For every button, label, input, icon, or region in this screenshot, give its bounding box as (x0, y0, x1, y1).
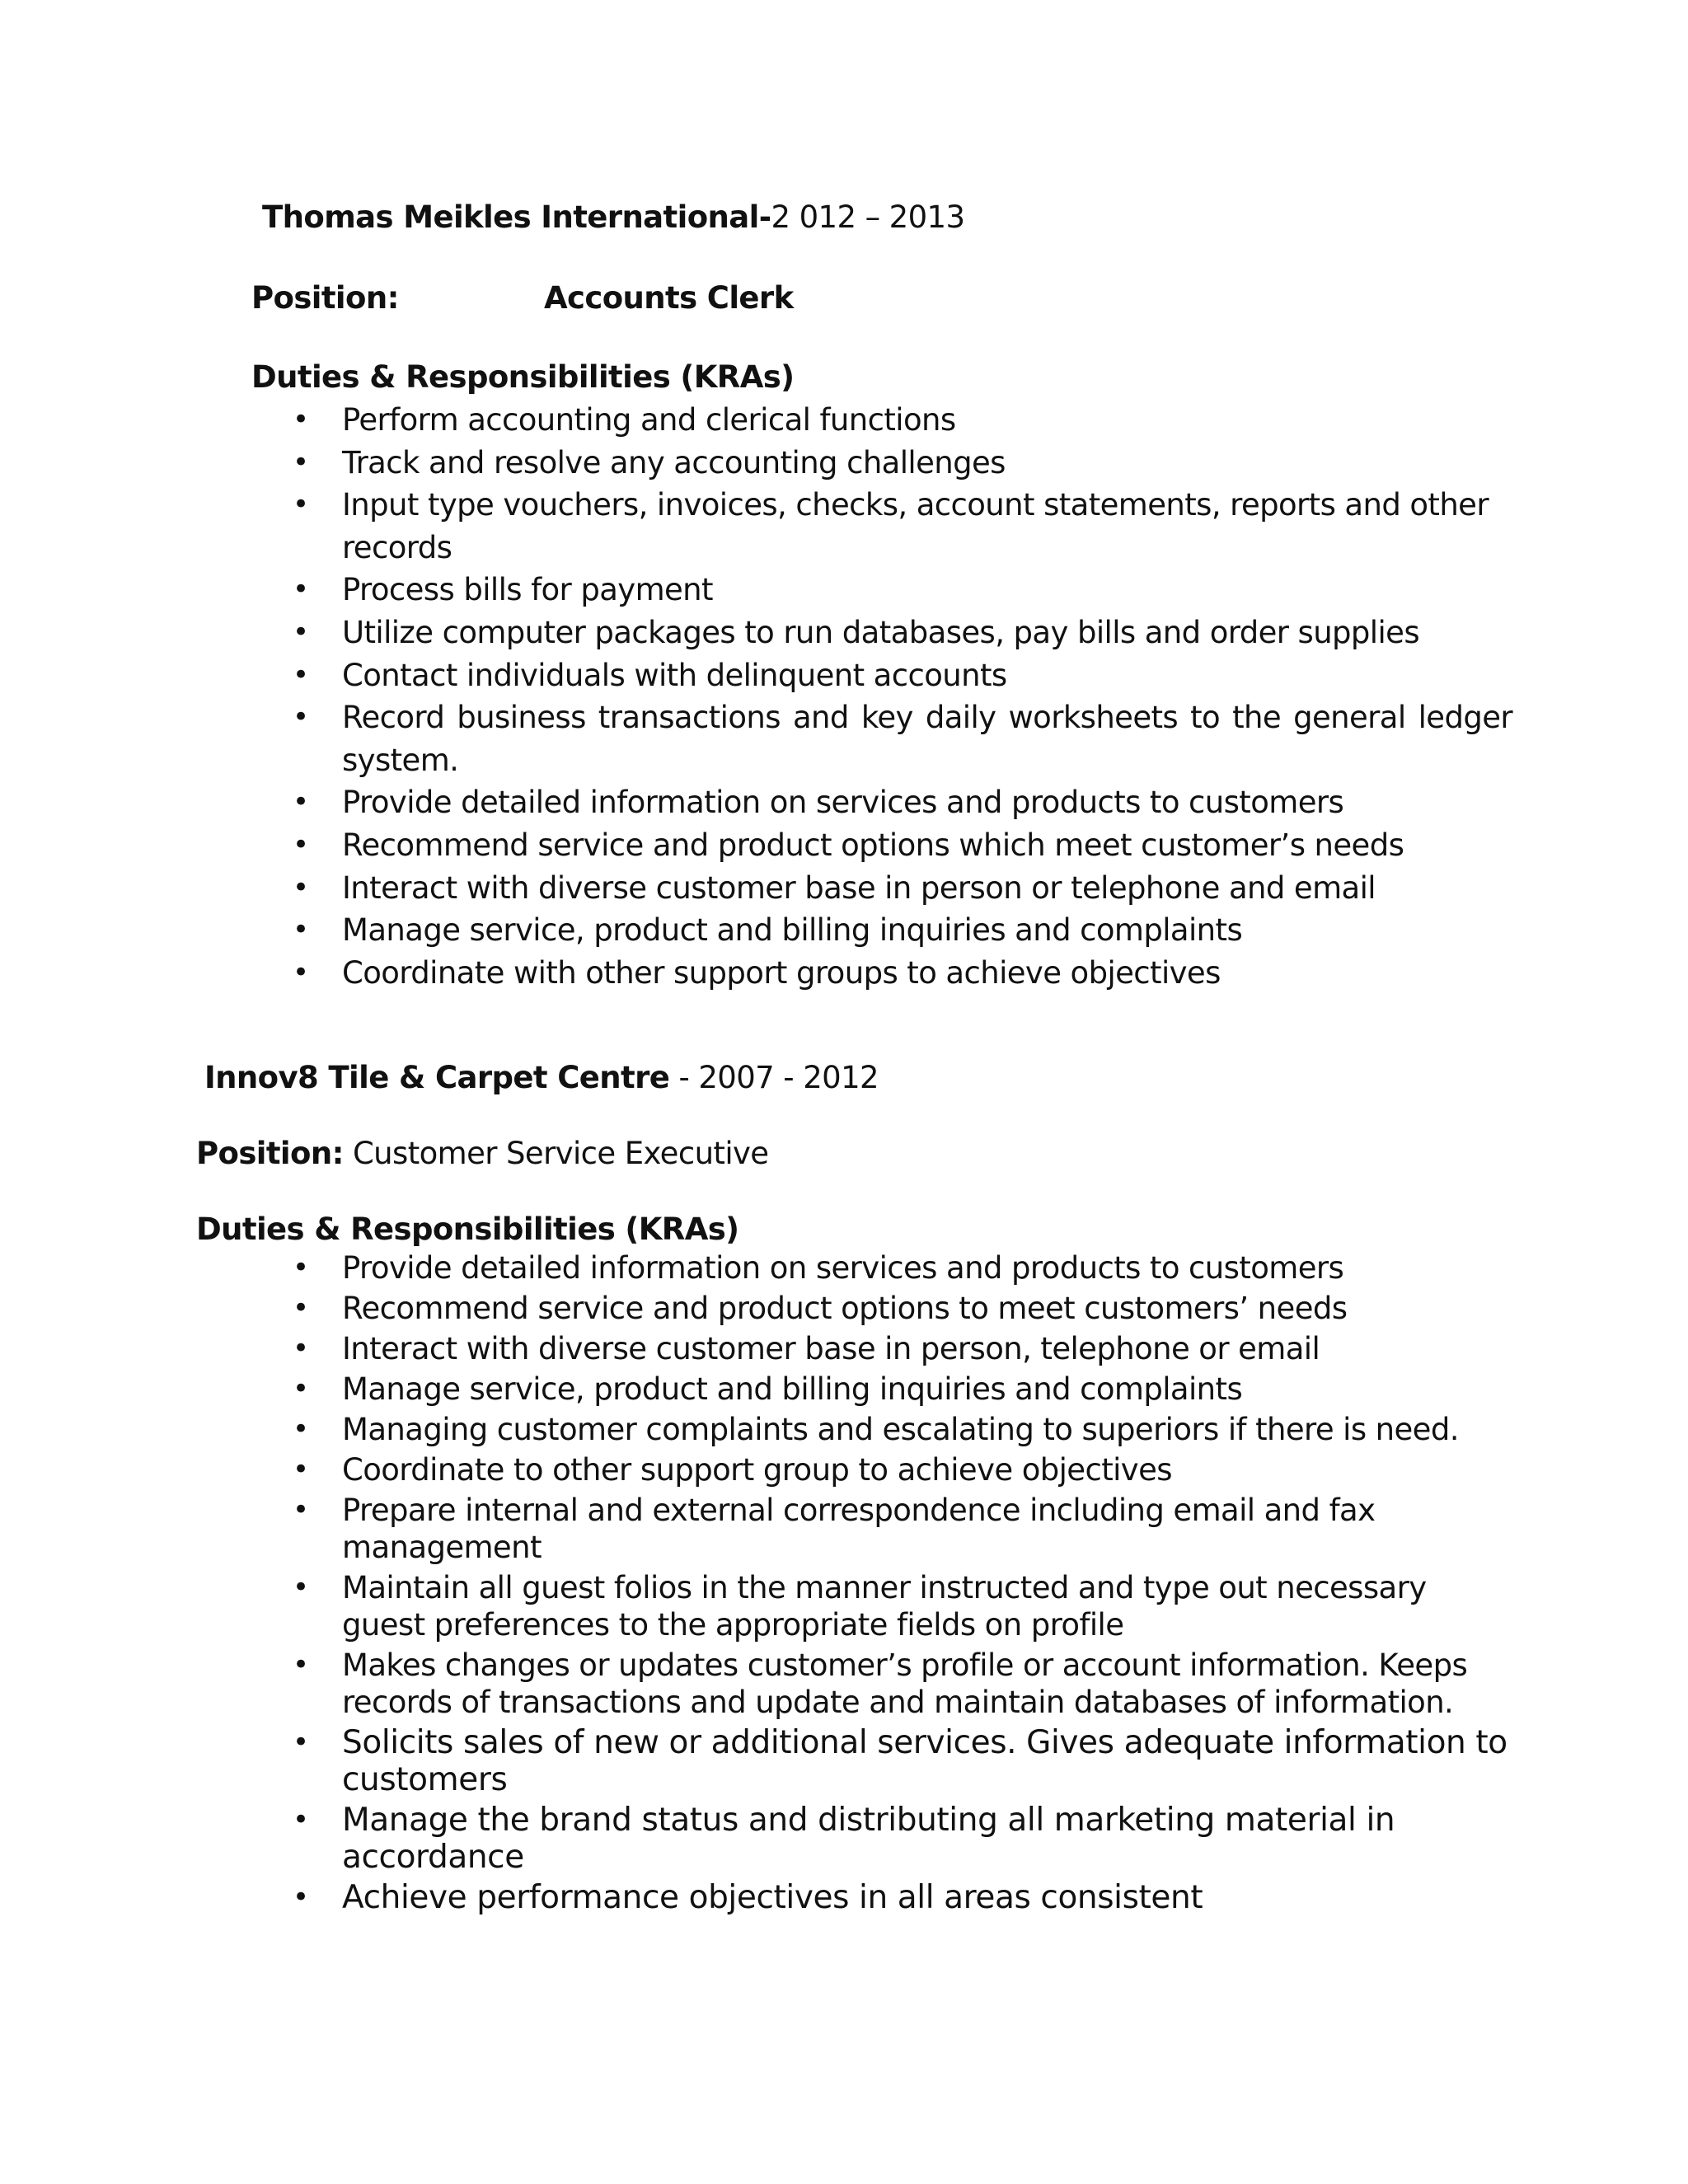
list-item: • Utilize computer packages to run databases, pay bills and order supplies (293, 612, 1512, 654)
list-item: • Manage the brand status and distributing all marketing material in accordance (293, 1802, 1395, 1876)
job2-duties-heading: Duties & Responsibilities (KRAs) (196, 1212, 739, 1247)
bullet-icon: • (293, 658, 309, 691)
bullet-icon: • (293, 445, 309, 479)
list-item: • Maintain all guest folios in the manner instructed and type out necessary guest preferences to the appropriate fields on profile (293, 1570, 1427, 1643)
list-item: • Interact with diverse customer base in person, telephone or email (293, 1331, 1320, 1366)
bullet-icon: • (293, 827, 309, 861)
job1-duties-list (293, 399, 1512, 994)
bullet-icon: • (293, 615, 309, 649)
job1-position-value: Accounts Clerk (544, 280, 794, 316)
job2-duties-list (293, 1249, 1512, 1919)
bullet-icon: • (293, 1648, 309, 1681)
list-item: • Coordinate with other support groups to achieve objectives (293, 952, 1512, 995)
job2-header (204, 1057, 879, 1099)
list-item: • Coordinate to other support group to achieve objectives (293, 1452, 1172, 1488)
bullet-icon: • (293, 1803, 309, 1836)
bullet-icon: • (293, 1493, 309, 1526)
job1-dates: 2 012 – 2013 (771, 199, 965, 235)
list-item: • Interact with diverse customer base in person or telephone and email (293, 867, 1512, 910)
bullet-icon: • (293, 1372, 309, 1405)
list-item: • Provide detailed information on services and products to customers (293, 781, 1512, 824)
job1-company: Thomas Meikles International- (262, 199, 771, 235)
list-item: • Perform accounting and clerical functions (293, 399, 1512, 442)
list-item: • Record business transactions and key daily worksheets to the general ledger system. (293, 696, 1512, 781)
bullet-icon: • (293, 1251, 309, 1284)
job1-header (262, 196, 964, 239)
job2-position-label: Position: (196, 1136, 344, 1171)
bullet-icon: • (293, 1413, 309, 1446)
job1-position-label: Position: (251, 280, 399, 316)
list-item: • Process bills for payment (293, 569, 1512, 612)
list-item: • Input type vouchers, invoices, checks, account statements, reports and other records (293, 484, 1512, 569)
bullet-icon: • (293, 701, 309, 734)
bullet-icon: • (293, 1726, 309, 1759)
list-item: • Makes changes or updates customer’s profile or account information. Keeps records of transactions and update and maintain databases of information. (293, 1647, 1468, 1720)
bullet-icon: • (293, 785, 309, 819)
bullet-icon: • (293, 1332, 309, 1365)
list-item: • Managing customer complaints and escalating to superiors if there is need. (293, 1412, 1459, 1447)
list-item: • Provide detailed information on services and products to customers (293, 1250, 1344, 1286)
list-item: • Achieve performance objectives in all areas consistent (293, 1879, 1203, 1916)
job2-position (196, 1132, 768, 1175)
list-item: • Manage service, product and billing inquiries and complaints (293, 1371, 1243, 1407)
bullet-icon: • (293, 1453, 309, 1486)
bullet-icon: • (293, 955, 309, 989)
list-item: • Track and resolve any accounting challenges (293, 442, 1512, 485)
list-item: • Contact individuals with delinquent accounts (293, 654, 1512, 697)
bullet-icon: • (293, 1881, 309, 1914)
bullet-icon: • (293, 1291, 309, 1324)
bullet-icon: • (293, 573, 309, 607)
job2-company: Innov8 Tile & Carpet Centre (204, 1060, 670, 1095)
list-item: • Recommend service and product options which meet customer’s needs (293, 824, 1512, 867)
bullet-icon: • (293, 870, 309, 904)
job2-dates: - 2007 - 2012 (669, 1060, 879, 1095)
bullet-icon: • (293, 1571, 309, 1604)
job1-duties-heading: Duties & Responsibilities (KRAs) (251, 359, 795, 395)
bullet-icon: • (293, 488, 309, 522)
bullet-icon: • (293, 403, 309, 436)
job2-position-value: Customer Service Executive (343, 1136, 769, 1171)
list-item: • Manage service, product and billing inquiries and complaints (293, 909, 1512, 952)
bullet-icon: • (293, 913, 309, 947)
list-item: • Prepare internal and external correspondence including email and fax management (293, 1493, 1376, 1565)
list-item: • Recommend service and product options to meet customers’ needs (293, 1291, 1348, 1326)
list-item: • Solicits sales of new or additional services. Gives adequate information to customers (293, 1724, 1507, 1798)
